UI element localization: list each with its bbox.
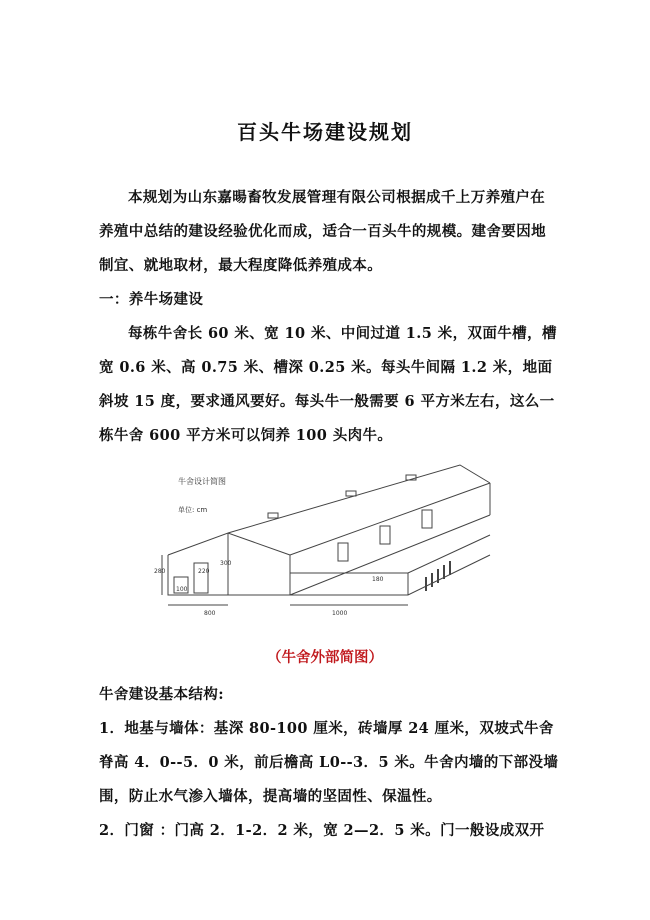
dim-300: 300: [220, 560, 232, 567]
page-title: 百头牛场建设规划: [237, 120, 413, 144]
barn-diagram: [154, 455, 490, 635]
dim-220: 220: [198, 568, 210, 575]
dim-800: 800: [204, 610, 216, 617]
dim-280: 280: [154, 568, 166, 575]
diagram-caption: （牛舍外部简图）: [267, 649, 383, 666]
diagram-unit: 单位: cm: [178, 506, 208, 514]
section1-body: 每栋牛舍长 60 米、宽 10 米、中间过道 1.5 米，双面牛槽，槽宽 0.6 米、高 0.75 米、槽深 0.25 米。每头牛间隔 1.2 米，地面斜坡 15 度，要求通风要好。每头牛一般需要 6 平方米左右，这么一栋牛舍 600 平方米可以饲养 100 头肉牛。: [99, 325, 557, 444]
diagram-title: 牛舍设计简图: [178, 477, 226, 486]
section1-heading: 一：养牛场建设: [99, 291, 204, 308]
item-1: 1．地基与墙体：基深 80-100 厘米，砖墙厚 24 厘米，双坡式牛舍脊高 4．0--5．0 米，前后檐高 L0--3．5 米。牛舍内墙的下部没墙围，防止水气渗入墙体，提高墙的坚固性、保温性。: [99, 720, 559, 805]
dim-180: 180: [372, 576, 384, 583]
intro-paragraph: 本规划为山东嘉暘畜牧发展管理有限公司根据成千上万养殖户在养殖中总结的建设经验优化而成，适合一百头牛的规模。建舍要因地制宜、就地取材，最大程度降低养殖成本。: [99, 189, 546, 274]
item-2: 2．门窗 ：门高 2．1-2．2 米，宽 2—2．5 米。门一般设成双开: [99, 822, 545, 839]
dim-1000: 1000: [332, 610, 348, 617]
dim-100: 100: [176, 586, 188, 593]
basic-structure-heading: 牛舍建设基本结构:: [99, 686, 224, 703]
